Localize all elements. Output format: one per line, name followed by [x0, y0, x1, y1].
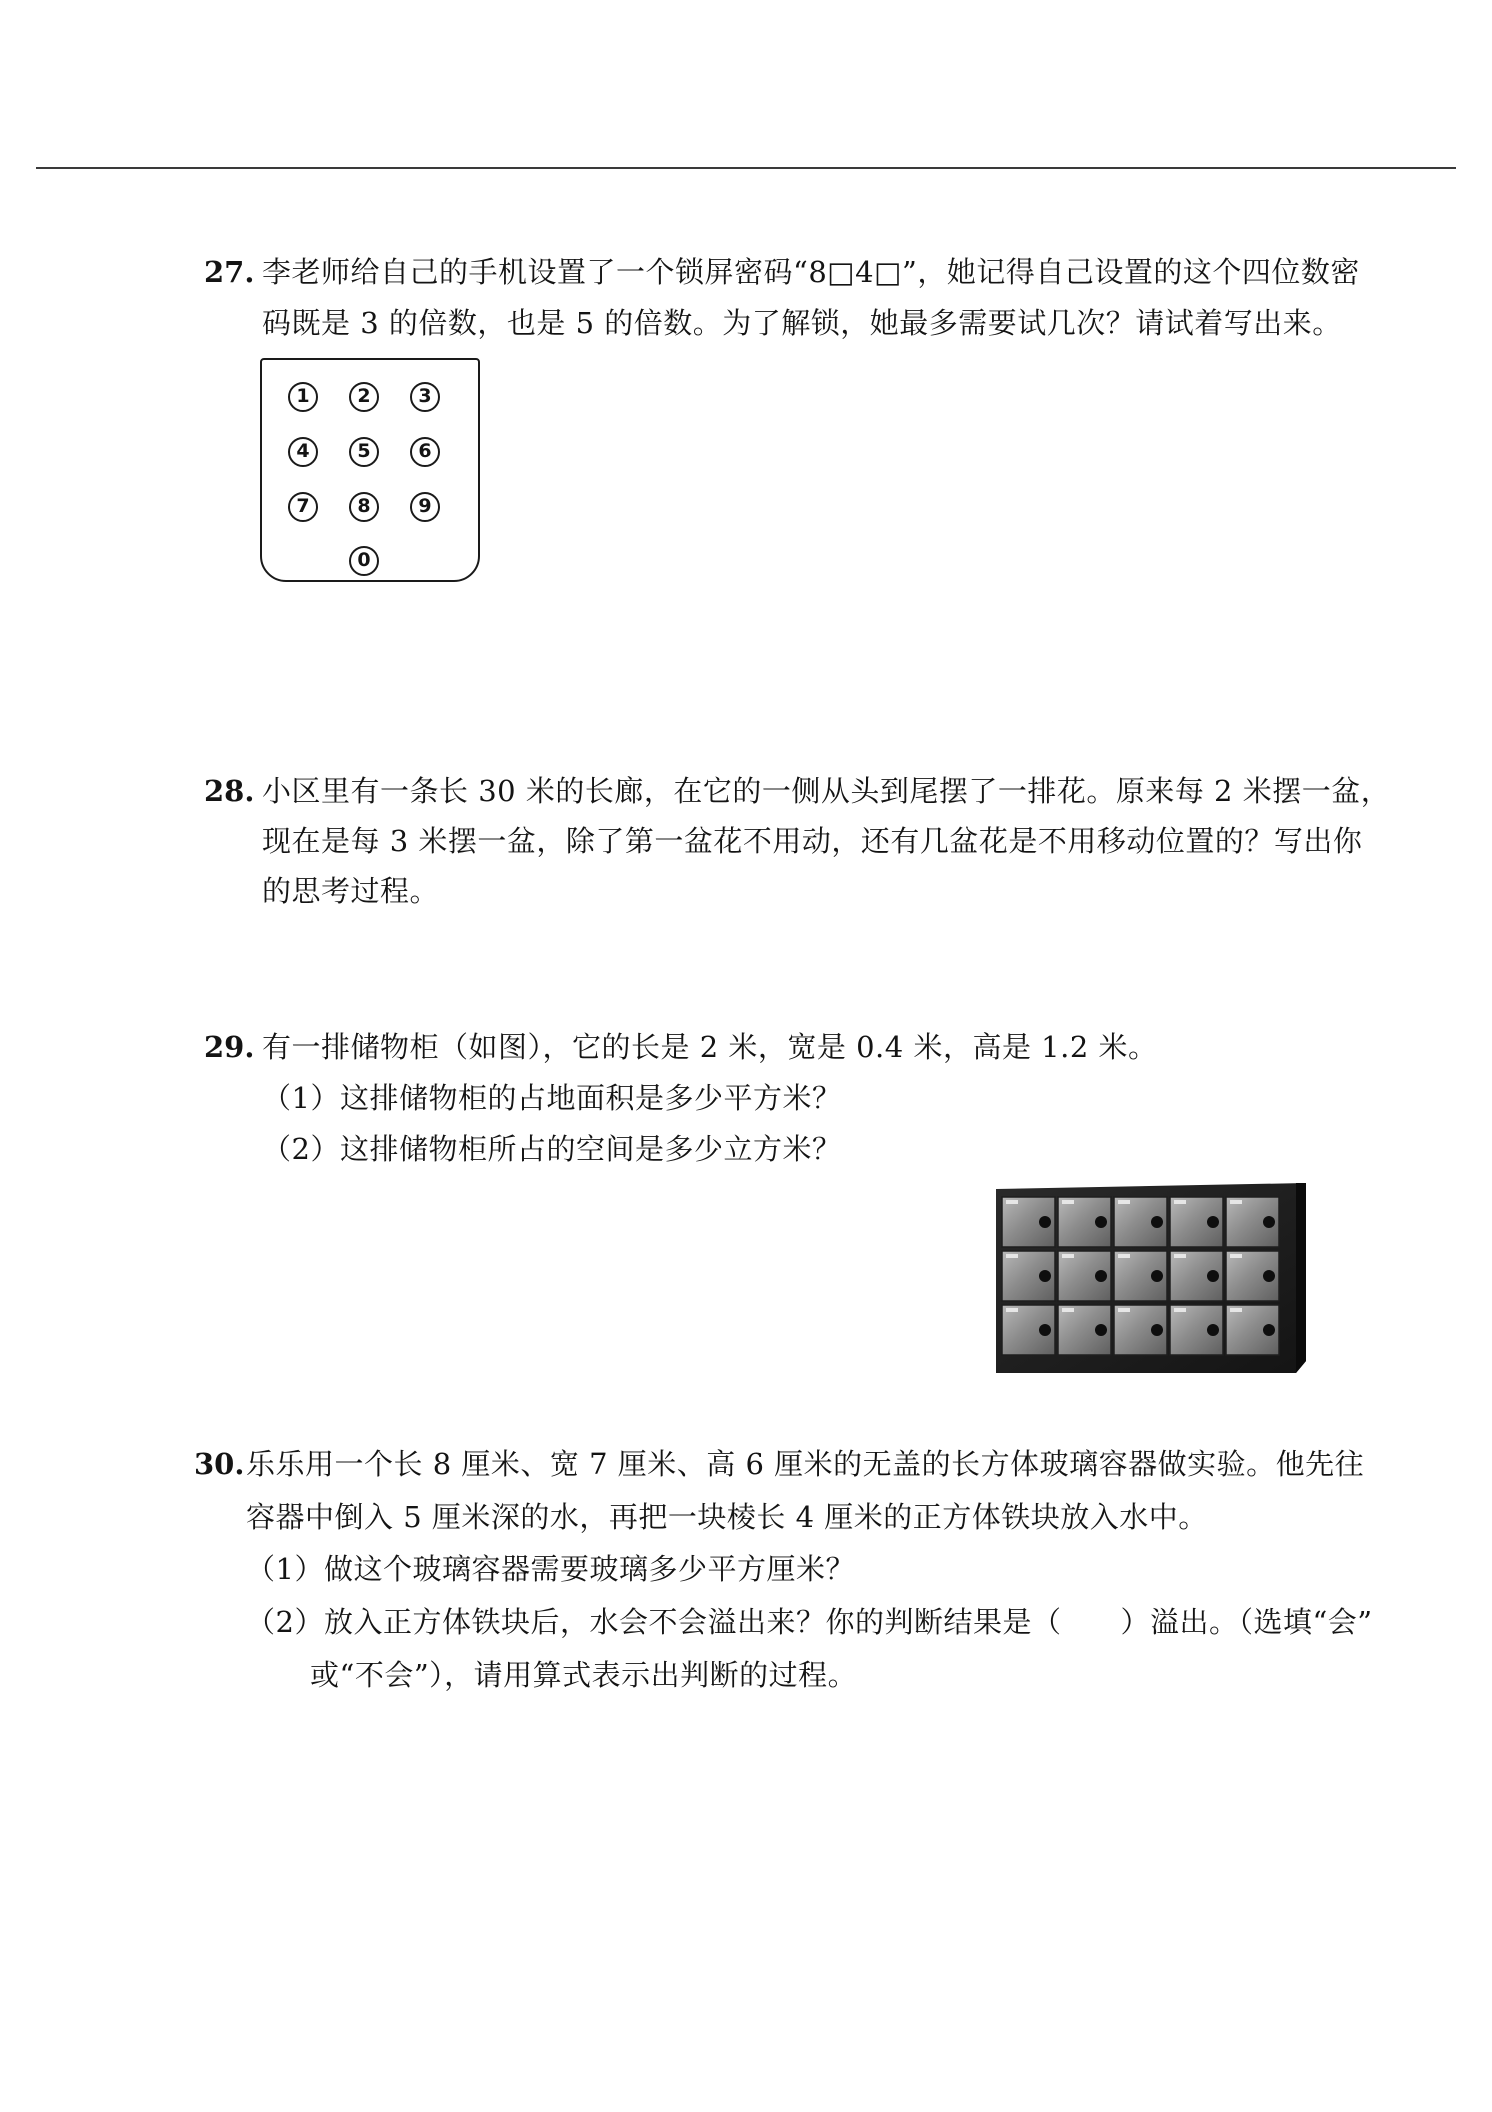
- question-30-text-line1: 乐乐用一个长 8 厘米、宽 7 厘米、高 6 厘米的无盖的长方体玻璃容器做实验。他先往: [246, 1447, 1365, 1481]
- locker-number-tag: [1174, 1254, 1186, 1258]
- locker-number-tag: [1174, 1308, 1186, 1312]
- locker-door: [1058, 1251, 1111, 1301]
- question-27-number: 27.: [204, 255, 255, 289]
- keypad-key-3: 3: [410, 382, 440, 412]
- locker-number-tag: [1118, 1308, 1130, 1312]
- keypad-key-2: 2: [349, 382, 379, 412]
- locker-number-tag: [1118, 1254, 1130, 1258]
- locker-door: [1002, 1197, 1055, 1247]
- question-30-sub1: （1）做这个玻璃容器需要玻璃多少平方厘米？: [246, 1552, 855, 1586]
- locker-lock-knob: [1095, 1270, 1107, 1282]
- locker-lock-knob: [1095, 1324, 1107, 1336]
- locker-number-tag: [1118, 1200, 1130, 1204]
- locker-lock-knob: [1039, 1270, 1051, 1282]
- question-27-text-line2: 码既是 3 的倍数，也是 5 的倍数。为了解锁，她最多需要试几次？请试着写出来。: [262, 306, 1342, 340]
- question-28-text-line3: 的思考过程。: [262, 874, 440, 908]
- locker-number-tag: [1230, 1308, 1242, 1312]
- locker-door: [1058, 1305, 1111, 1355]
- locker-door: [1226, 1197, 1279, 1247]
- locker-door: [1226, 1251, 1279, 1301]
- locker-door: [1114, 1197, 1167, 1247]
- locker-door: [1170, 1197, 1223, 1247]
- locker-door: [1114, 1305, 1167, 1355]
- locker-lock-knob: [1151, 1270, 1163, 1282]
- phone-keypad-figure: [260, 358, 480, 582]
- locker-lock-knob: [1263, 1324, 1275, 1336]
- locker-number-tag: [1230, 1200, 1242, 1204]
- question-30-sub2-line1: （2）放入正方体铁块后，水会不会溢出来？你的判断结果是（ ）溢出。（选填“会”: [246, 1605, 1373, 1639]
- storage-lockers-photo: [990, 1183, 1312, 1373]
- locker-number-tag: [1062, 1308, 1074, 1312]
- locker-lock-knob: [1207, 1216, 1219, 1228]
- locker-lock-knob: [1151, 1216, 1163, 1228]
- locker-lock-knob: [1151, 1324, 1163, 1336]
- locker-door: [1226, 1305, 1279, 1355]
- locker-door: [1002, 1305, 1055, 1355]
- header-rule: [36, 167, 1456, 169]
- locker-number-tag: [1062, 1200, 1074, 1204]
- question-28-text-line2: 现在是每 3 米摆一盆，除了第一盆花不用动，还有几盆花是不用移动位置的？写出你: [262, 824, 1363, 858]
- keypad-key-0: 0: [349, 546, 379, 576]
- keypad-key-8: 8: [349, 492, 379, 522]
- locker-door: [1002, 1251, 1055, 1301]
- question-29-number: 29.: [204, 1030, 255, 1064]
- locker-lock-knob: [1039, 1324, 1051, 1336]
- keypad-key-9: 9: [410, 492, 440, 522]
- question-30-sub2-line2: 或“不会”），请用算式表示出判断的过程。: [310, 1658, 858, 1692]
- question-29-text-line1: 有一排储物柜（如图），它的长是 2 米，宽是 0.4 米，高是 1.2 米。: [262, 1030, 1158, 1064]
- keypad-key-7: 7: [288, 492, 318, 522]
- question-29-sub2: （2）这排储物柜所占的空间是多少立方米？: [262, 1132, 842, 1166]
- locker-lock-knob: [1039, 1216, 1051, 1228]
- keypad-key-6: 6: [410, 437, 440, 467]
- locker-number-tag: [1006, 1254, 1018, 1258]
- locker-lock-knob: [1263, 1270, 1275, 1282]
- locker-number-tag: [1230, 1254, 1242, 1258]
- locker-lock-knob: [1207, 1324, 1219, 1336]
- keypad-key-1: 1: [288, 382, 318, 412]
- locker-lock-knob: [1095, 1216, 1107, 1228]
- locker-lock-knob: [1207, 1270, 1219, 1282]
- locker-door: [1170, 1305, 1223, 1355]
- locker-door: [1058, 1197, 1111, 1247]
- locker-number-tag: [1006, 1308, 1018, 1312]
- locker-lock-knob: [1263, 1216, 1275, 1228]
- locker-cabinet-side: [1296, 1183, 1306, 1373]
- locker-number-tag: [1174, 1200, 1186, 1204]
- question-27-text-line1: 李老师给自己的手机设置了一个锁屏密码“8□4□”，她记得自己设置的这个四位数密: [262, 255, 1360, 289]
- question-28-number: 28.: [204, 774, 255, 808]
- question-30-text-line2: 容器中倒入 5 厘米深的水，再把一块棱长 4 厘米的正方体铁块放入水中。: [246, 1500, 1208, 1534]
- keypad-key-5: 5: [349, 437, 379, 467]
- question-28-text-line1: 小区里有一条长 30 米的长廊，在它的一侧从头到尾摆了一排花。原来每 2 米摆一盆，: [262, 774, 1391, 808]
- locker-number-tag: [1006, 1200, 1018, 1204]
- keypad-key-4: 4: [288, 437, 318, 467]
- question-29-sub1: （1）这排储物柜的占地面积是多少平方米？: [262, 1081, 842, 1115]
- locker-number-tag: [1062, 1254, 1074, 1258]
- locker-door: [1170, 1251, 1223, 1301]
- locker-door: [1114, 1251, 1167, 1301]
- question-30-number: 30.: [194, 1447, 245, 1481]
